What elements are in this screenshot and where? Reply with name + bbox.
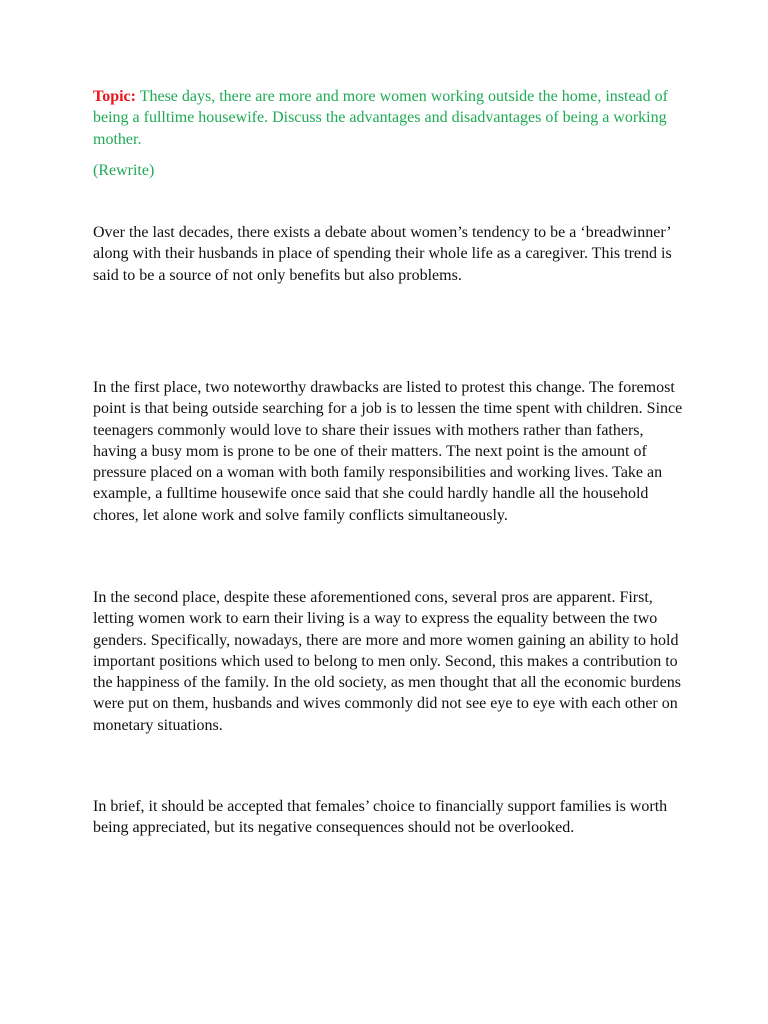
paragraph-drawbacks: In the first place, two noteworthy drawbacks are listed to protest this change. The foremost point is that being outside searching for a job is to lessen the time spent with children. Since teenagers commonly would love to share their issues with mothers rather than fathers, having a busy mom is prone to be one of their matters. The next point is the amount of pressure placed on a woman with both family responsibilities and working lives. Take an example, a fulltime housewife once said that she could hardly handle all the household chores, let alone work and solve family conflicts simultaneously. [93,379,683,524]
topic-text: These days, there are more and more women working outside the home, instead of being a fulltime housewife. Discuss the advantages and disadvantages of being a working mother. [93,88,668,148]
rewrite-note: (Rewrite) [93,162,155,179]
paragraph-benefits: In the second place, despite these aforementioned cons, several pros are apparent. First, letting women work to earn their living is a way to express the equality between the two genders. Specifically, nowadays, there are more and more women gaining an ability to hold important positions which used to belong to men only. Second, this makes a contribution to the happiness of the family. In the old society, as men thought that all the economic burdens were put on them, husbands and wives commonly did not see eye to eye with each other on monetary situations. [93,589,681,734]
paragraph-introduction: Over the last decades, there exists a debate about women’s tendency to be a ‘breadwinner’ along with their husbands in place of spending their whole life as a caregiver. This trend is said to be a source of not only benefits but also problems. [93,224,672,284]
paragraph-conclusion: In brief, it should be accepted that females’ choice to financially support families is worth being appreciated, but its negative consequences should not be overlooked. [93,798,668,837]
topic-statement [93,86,683,150]
topic-label: Topic: [93,88,136,105]
